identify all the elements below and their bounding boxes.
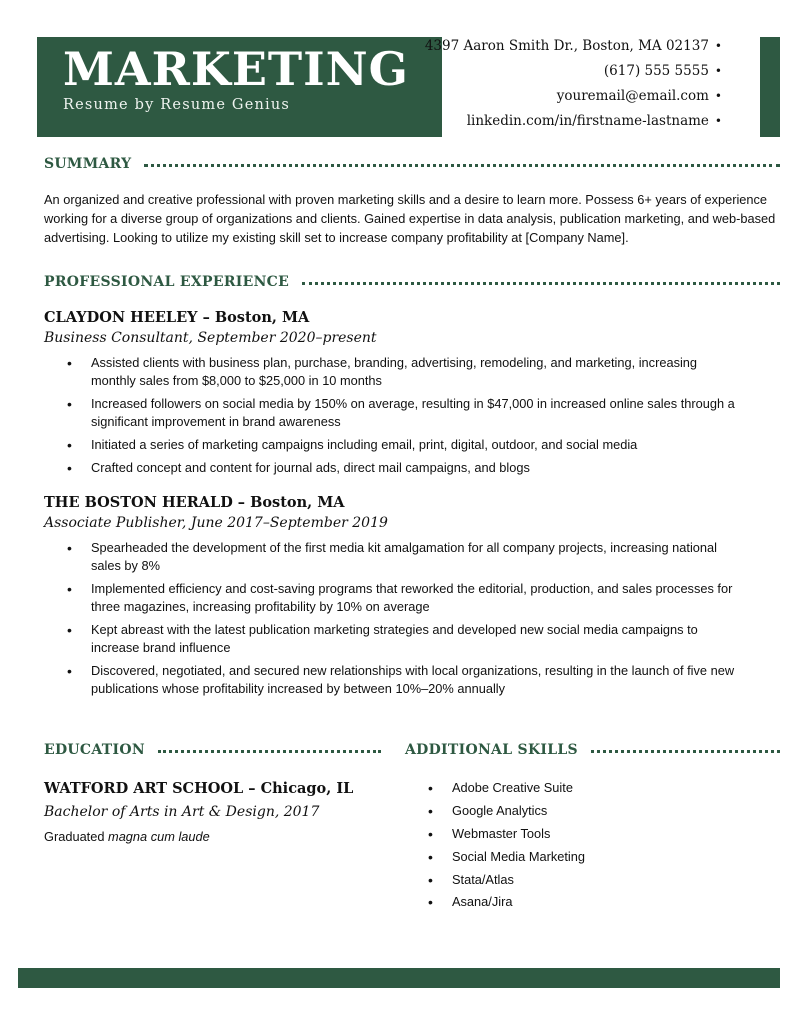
contact-linkedin[interactable]: linkedin.com/in/firstname-lastname • — [466, 113, 722, 129]
list-item: • Kept abreast with the latest publication marketing strategies and developed new social media campaigns to increase brand influence — [91, 621, 744, 657]
skills-list — [405, 779, 765, 911]
section-title: EDUCATION — [44, 742, 145, 758]
job-entry — [44, 493, 744, 703]
job-bullets — [44, 354, 744, 477]
contact-address: 4397 Aaron Smith Dr., Boston, MA 02137 • — [424, 38, 722, 54]
skills-heading — [405, 742, 780, 758]
summary-heading — [44, 156, 780, 172]
list-item: • Adobe Creative Suite — [452, 779, 765, 797]
dotted-divider — [158, 750, 381, 753]
list-item: • Implemented efficiency and cost-saving programs that reworked the editorial, production, and sales processes for three magazines, increasing profitability by 10% on average — [91, 580, 744, 616]
resume-subtitle: Resume by Resume Genius — [63, 97, 291, 113]
bullet-icon: • — [714, 89, 722, 103]
list-item: • Initiated a series of marketing campaigns including email, print, digital, outdoor, and social media — [91, 436, 744, 454]
section-title: ADDITIONAL SKILLS — [405, 742, 578, 758]
degree: Bachelor of Arts in Art & Design, 2017 — [44, 804, 320, 820]
honors-note: Graduated magna cum laude — [44, 829, 210, 844]
job-bullets — [44, 539, 744, 698]
job-entry — [44, 308, 744, 482]
summary-text: An organized and creative professional with proven marketing skills and a desire to learn more. Possess 6+ years of experience working for a diverse group of organizations and clients. Gained expertise in data analysis, publication marketing, and web-based advertising. Looking to utilize my existing skill set to increase company profitability at [Company Name]. — [44, 192, 776, 245]
bullet-icon: • — [714, 64, 722, 78]
resume-title: MARKETING — [63, 42, 409, 96]
school-name: WATFORD ART SCHOOL – Chicago, IL — [44, 780, 354, 797]
skills-list-container — [405, 779, 765, 916]
list-item: • Webmaster Tools — [452, 825, 765, 843]
bullet-icon: • — [714, 114, 722, 128]
section-title: PROFESSIONAL EXPERIENCE — [44, 274, 290, 290]
contact-info — [425, 36, 722, 136]
list-item: • Increased followers on social media by 150% on average, resulting in $47,000 in increased online sales through a significant improvement in brand awareness — [91, 395, 744, 431]
job-role: Business Consultant, September 2020–present — [44, 330, 377, 346]
education-heading — [44, 742, 381, 758]
list-item: • Assisted clients with business plan, purchase, branding, advertising, remodeling, and marketing, increasing monthly sales from $8,000 to $25,000 in 10 months — [91, 354, 744, 390]
education-entry — [44, 779, 384, 846]
dotted-divider — [302, 282, 780, 285]
contact-email[interactable]: youremail@email.com • — [556, 88, 722, 104]
bullet-icon: • — [714, 39, 722, 53]
experience-heading — [44, 274, 780, 290]
list-item: • Social Media Marketing — [452, 848, 765, 866]
dotted-divider — [144, 164, 780, 167]
list-item: • Spearheaded the development of the first media kit amalgamation for all company projects, increasing national sales by 8% — [91, 539, 744, 575]
header-banner — [37, 37, 442, 137]
header-accent-bar — [760, 37, 780, 137]
list-item: • Google Analytics — [452, 802, 765, 820]
list-item: • Asana/Jira — [452, 893, 765, 911]
list-item: • Crafted concept and content for journal ads, direct mail campaigns, and blogs — [91, 459, 744, 477]
job-organization: CLAYDON HEELEY – Boston, MA — [44, 309, 310, 326]
section-title: SUMMARY — [44, 156, 132, 172]
job-organization: THE BOSTON HERALD – Boston, MA — [44, 494, 345, 511]
dotted-divider — [591, 750, 780, 753]
footer-bar — [18, 968, 780, 988]
list-item: • Discovered, negotiated, and secured new relationships with local organizations, resulting in the launch of five new publications whose profitability increased by between 10%–20% annually — [91, 662, 744, 698]
contact-phone: (617) 555 5555 • — [603, 63, 722, 79]
list-item: • Stata/Atlas — [452, 871, 765, 889]
job-role: Associate Publisher, June 2017–September 2019 — [44, 515, 388, 531]
